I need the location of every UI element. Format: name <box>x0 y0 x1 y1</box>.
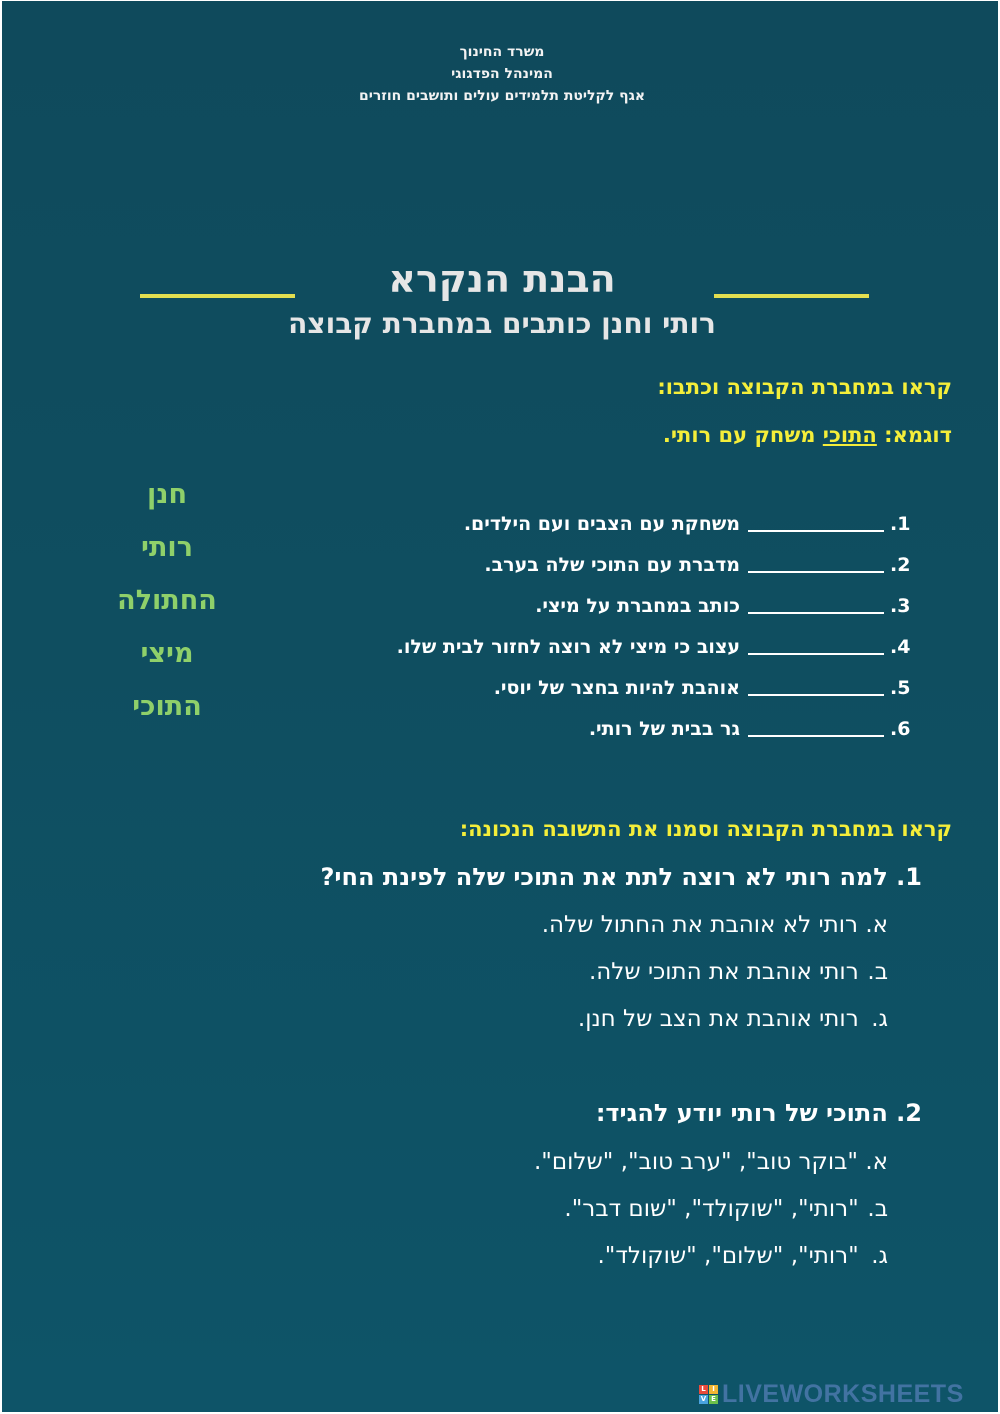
section1-instruction: קראו במחברת הקבוצה וכתבו: <box>657 375 952 399</box>
header-line-ministry: משרד החינוך <box>459 44 545 60</box>
answer-blank[interactable] <box>748 549 884 573</box>
question-2 <box>596 1099 922 1127</box>
worksheet-page <box>2 1 998 1412</box>
example-answer: התוכי <box>822 423 877 447</box>
answer-letter: ב. <box>867 1196 888 1222</box>
example-line <box>663 423 952 447</box>
item-text: משחקת עם הצבים ועם הילדים. <box>463 513 740 535</box>
word-bank-item: מיצי <box>140 638 194 669</box>
item-number: 4. <box>890 636 911 658</box>
answer-text: רותי לא אוהבת את החתול שלה. <box>541 912 858 938</box>
answer-blank[interactable] <box>748 631 884 655</box>
page-subtitle: רותי וחנן כותבים במחברת קבוצה <box>288 307 716 340</box>
item-text: עצוב כי מיצי לא רוצה לחזור לבית שלו. <box>396 636 740 658</box>
answer-option[interactable] <box>542 1003 888 1050</box>
watermark-text: LIVEWORKSHEETS <box>722 1379 964 1408</box>
answer-text: "רותי", "שוקולד", "שום דבר". <box>564 1196 859 1222</box>
answer-option[interactable] <box>534 1193 888 1240</box>
header-line-administration: המינהל הפדגוגי <box>451 66 553 82</box>
question-1-answers <box>542 909 888 1050</box>
answer-letter: ג. <box>871 1006 888 1032</box>
item-number: 1. <box>890 513 911 535</box>
question-2-answers <box>534 1146 888 1287</box>
liveworksheets-watermark <box>699 1381 964 1407</box>
item-number: 2. <box>890 554 911 576</box>
answer-blank[interactable] <box>748 672 884 696</box>
example-prefix: דוגמא: <box>884 423 952 447</box>
fill-in-list <box>397 507 920 753</box>
ministry-header <box>2 41 998 107</box>
fill-item <box>397 507 920 548</box>
item-number: 6. <box>890 718 911 740</box>
answer-text: רותי אוהבת את הצב של חנן. <box>577 1006 859 1032</box>
answer-letter: ג. <box>871 1243 888 1269</box>
answer-option[interactable] <box>542 909 888 956</box>
word-bank-item: התוכי <box>132 691 202 722</box>
fill-item <box>397 548 920 589</box>
word-bank-item: חנן <box>146 479 188 510</box>
word-bank-item: החתולה <box>117 585 217 616</box>
answer-letter: ב. <box>867 959 888 985</box>
item-text: כותב במחברת על מיצי. <box>535 595 740 617</box>
header-line-department: אגף לקליטת תלמידים עולים ותושבים חוזרים <box>358 88 646 104</box>
logo-letter: I <box>709 1385 718 1394</box>
question-number: 1. <box>896 863 922 891</box>
question-text: למה רותי לא רוצה לתת את התוכי שלה לפינת החי? <box>320 863 888 891</box>
page-title: הבנת הנקרא <box>388 257 616 301</box>
question-1 <box>320 863 922 891</box>
word-bank-item: רותי <box>141 532 193 563</box>
example-rest: משחק עם רותי. <box>662 423 816 447</box>
answer-blank[interactable] <box>748 713 884 737</box>
word-bank <box>92 475 242 740</box>
answer-text: "בוקר טוב", "ערב טוב", "שלום". <box>533 1149 858 1175</box>
answer-letter: א. <box>865 1149 888 1175</box>
logo-letter: L <box>699 1385 708 1394</box>
answer-letter: א. <box>865 912 888 938</box>
answer-option[interactable] <box>542 956 888 1003</box>
item-text: אוהבת להיות בחצר של יוסי. <box>493 677 740 699</box>
logo-letter: V <box>700 1394 707 1403</box>
fill-item <box>397 589 920 630</box>
answer-blank[interactable] <box>748 508 884 532</box>
item-text: מדברת עם התוכי שלה בערב. <box>484 554 740 576</box>
liveworksheets-logo-icon <box>699 1385 718 1404</box>
logo-letter: E <box>709 1395 718 1404</box>
item-number: 5. <box>890 677 911 699</box>
answer-text: רותי אוהבת את התוכי שלה. <box>588 959 859 985</box>
fill-item <box>397 712 920 753</box>
answer-blank[interactable] <box>748 590 884 614</box>
answer-option[interactable] <box>534 1240 888 1287</box>
question-text: התוכי של רותי יודע להגיד: <box>595 1099 888 1127</box>
question-number: 2. <box>896 1099 922 1127</box>
answer-option[interactable] <box>534 1146 888 1193</box>
fill-item <box>397 671 920 712</box>
fill-item <box>397 630 920 671</box>
item-text: גר בבית של רותי. <box>588 718 740 740</box>
item-number: 3. <box>890 595 911 617</box>
section2-instruction: קראו במחברת הקבוצה וסמנו את התשובה הנכונה: <box>459 817 952 841</box>
answer-text: "רותי", "שלום", "שוקולד". <box>597 1243 859 1269</box>
